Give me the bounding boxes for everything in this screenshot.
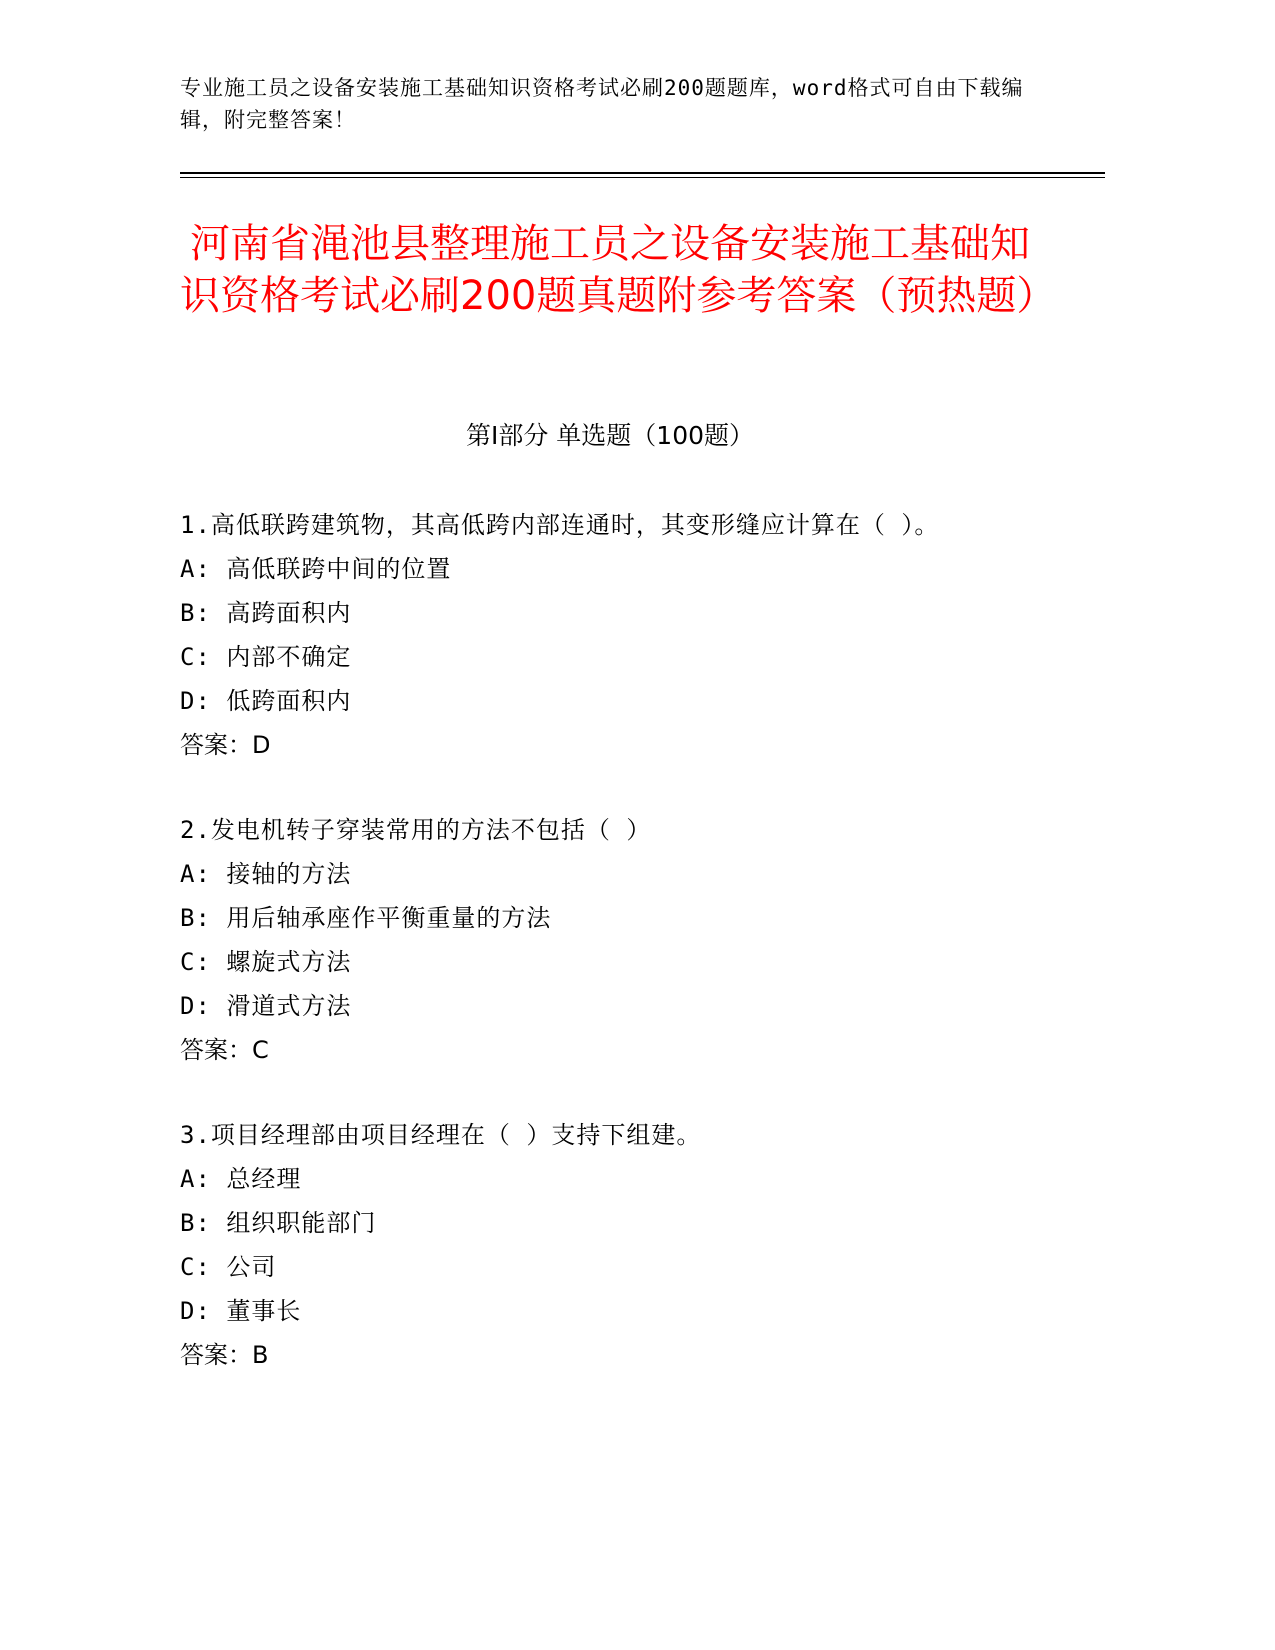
- header-divider-thin: [180, 177, 1105, 178]
- header-divider: [180, 172, 1105, 174]
- option-b: B: 高跨面积内: [180, 599, 352, 627]
- option-a: A: 总经理: [180, 1165, 302, 1193]
- header-note: 专业施工员之设备安装施工基础知识资格考试必刷200题题库，word格式可自由下载编辑，附完整答案！: [180, 76, 1024, 132]
- option-a: A: 高低联跨中间的位置: [180, 555, 452, 583]
- document-title: 河南省渑池县整理施工员之设备安装施工基础知识资格考试必刷200题真题附参考答案（预热题）: [180, 221, 1057, 319]
- option-d: D: 滑道式方法: [180, 992, 352, 1020]
- option-c: C: 内部不确定: [180, 643, 352, 671]
- answer: 答案：B: [180, 1341, 269, 1369]
- question-stem: 2.发电机转子穿装常用的方法不包括（ ）: [180, 816, 652, 844]
- option-c: C: 公司: [180, 1253, 277, 1281]
- answer: 答案：D: [180, 731, 271, 759]
- question-stem: 3.项目经理部由项目经理在（ ）支持下组建。: [180, 1121, 702, 1149]
- option-c: C: 螺旋式方法: [180, 948, 352, 976]
- question-1: [180, 503, 1080, 767]
- option-d: D: 低跨面积内: [180, 687, 352, 715]
- option-b: B: 用后轴承座作平衡重量的方法: [180, 904, 552, 932]
- question-2: [180, 808, 1080, 1072]
- section-title: 第Ⅰ部分 单选题（100题）: [465, 421, 755, 450]
- option-d: D: 董事长: [180, 1297, 302, 1325]
- question-stem: 1.高低联跨建筑物，其高低跨内部连通时，其变形缝应计算在（ ）。: [180, 511, 940, 539]
- option-a: A: 接轴的方法: [180, 860, 352, 888]
- option-b: B: 组织职能部门: [180, 1209, 377, 1237]
- question-3: [180, 1113, 1080, 1377]
- answer: 答案：C: [180, 1036, 269, 1064]
